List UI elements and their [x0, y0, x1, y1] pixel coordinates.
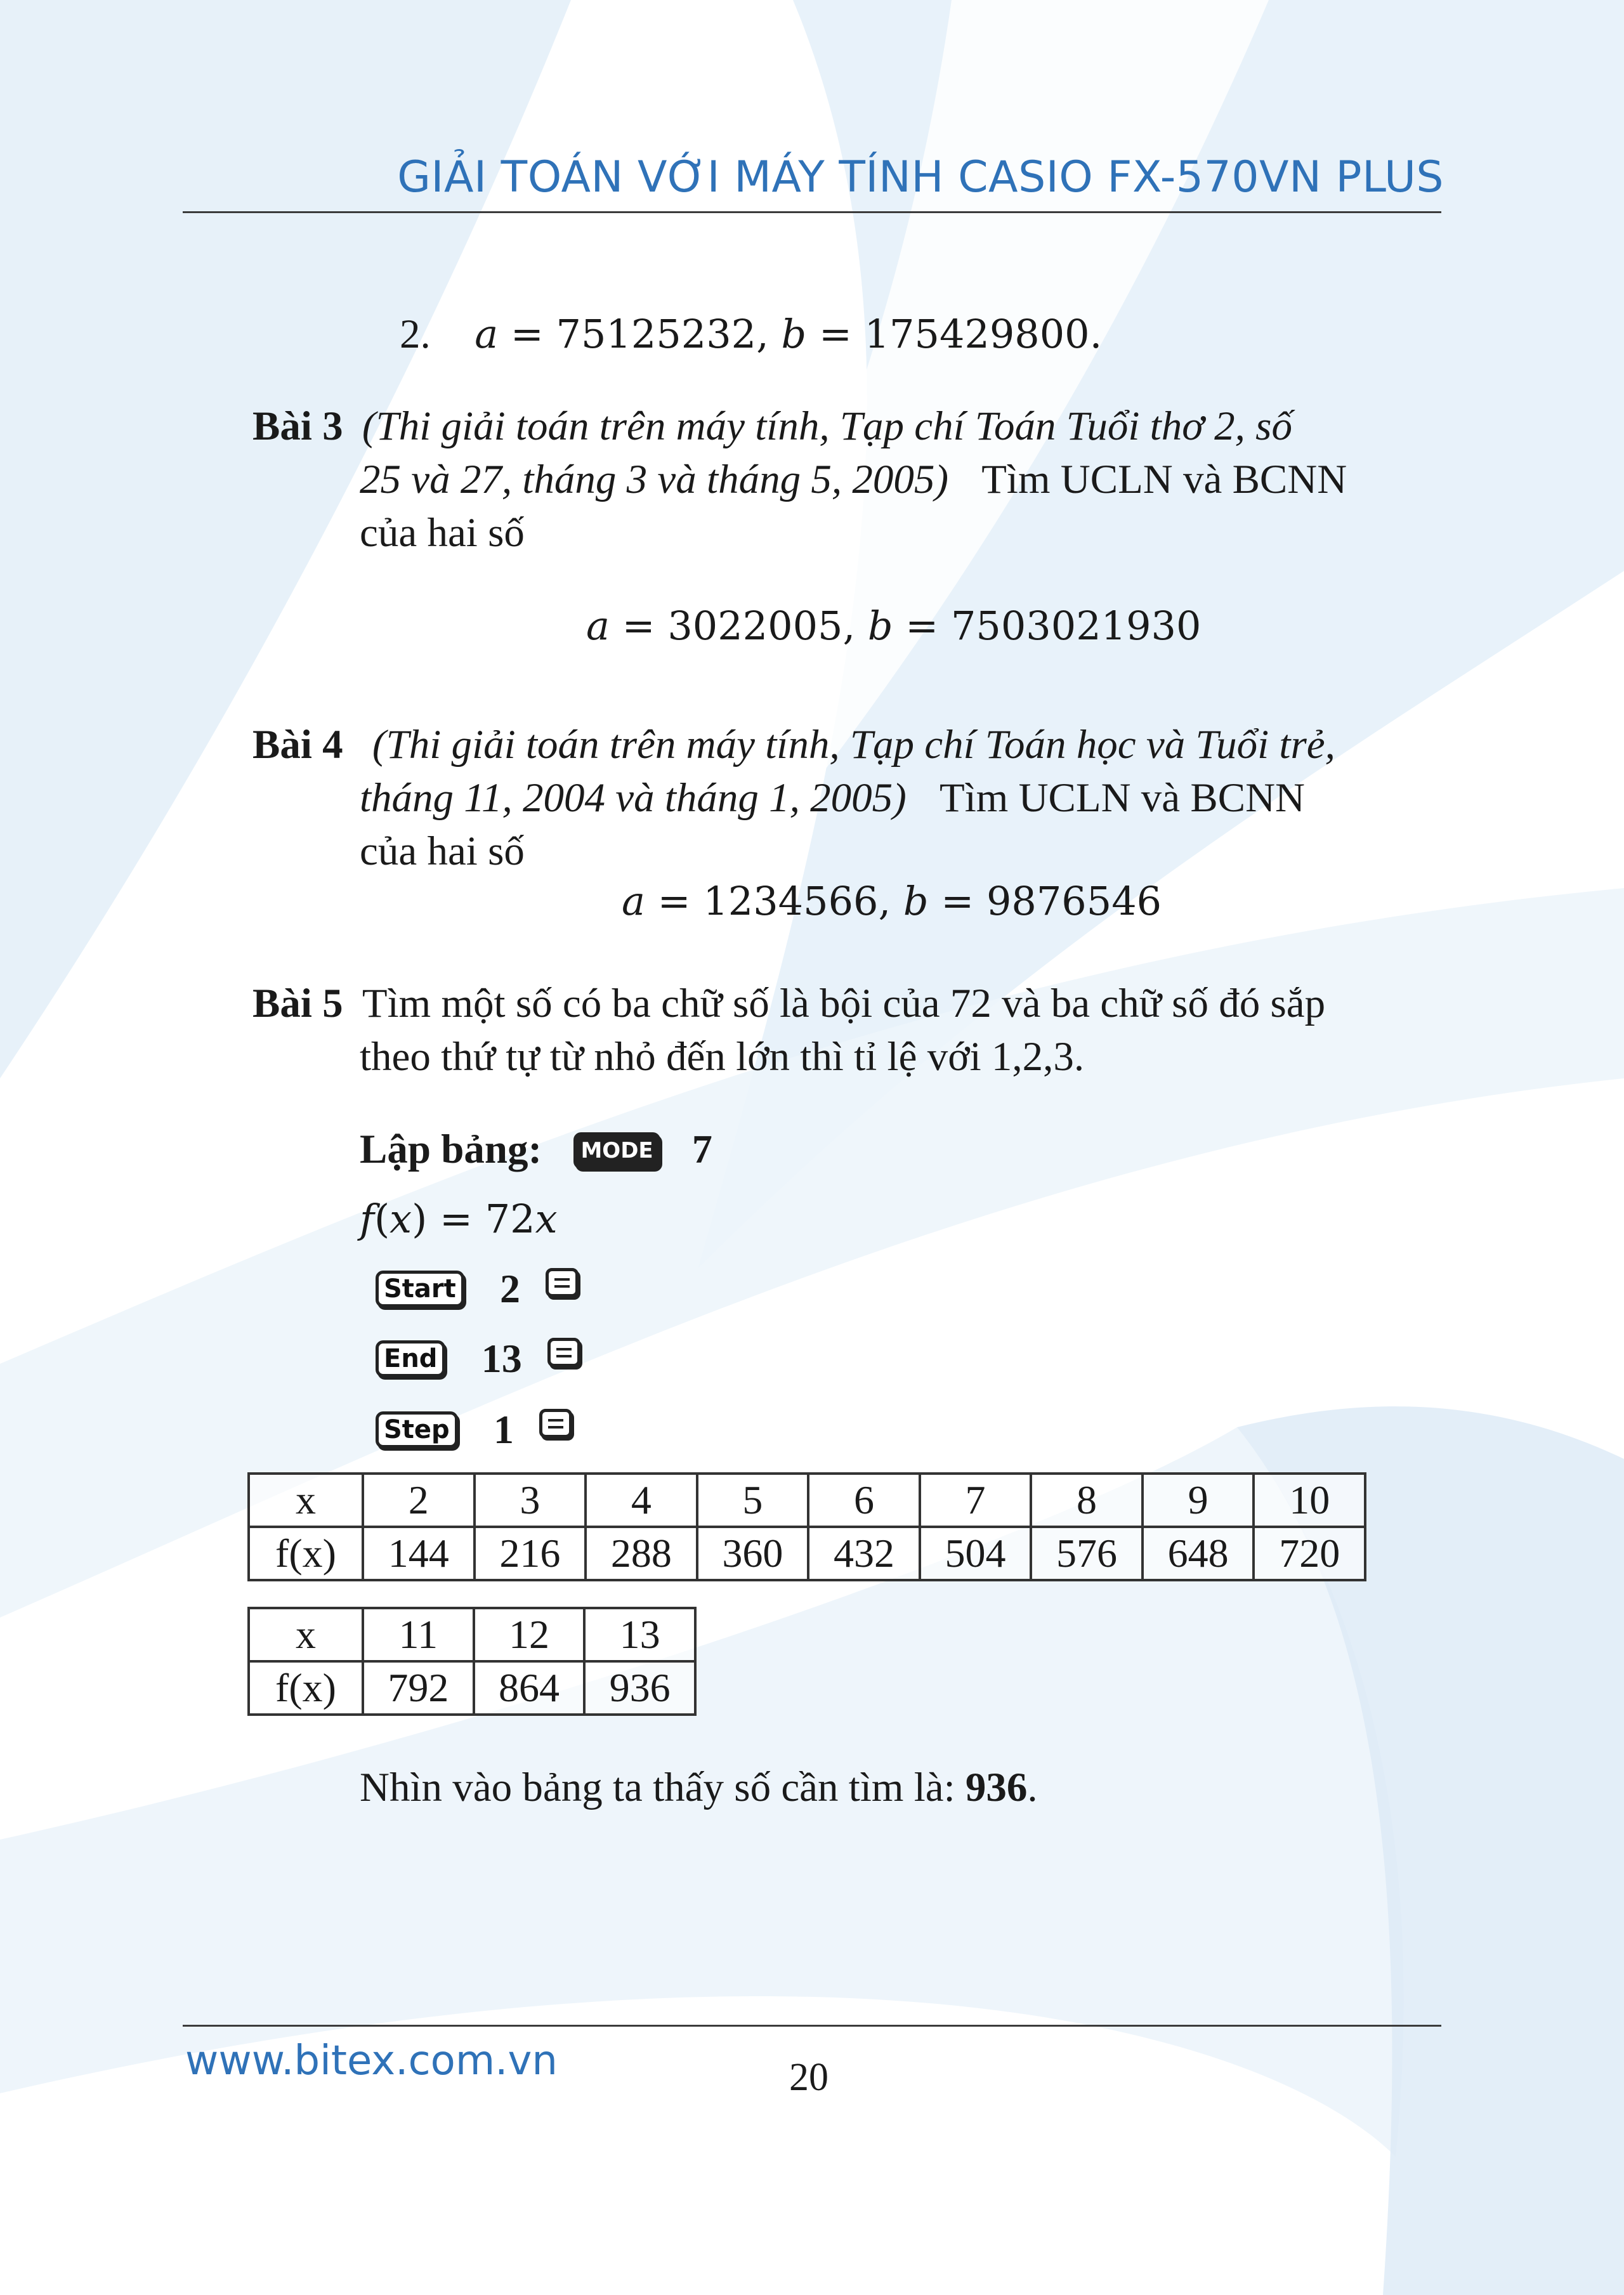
bai3-line2	[360, 453, 1347, 506]
equals-key-icon	[546, 1268, 579, 1297]
footer-website-link[interactable]: www.bitex.com.vn	[185, 2037, 558, 2084]
item-2-equation: 2. a = 75125232, b = 175429800.	[400, 311, 1103, 357]
conclusion-answer: 936	[965, 1765, 1028, 1810]
exercise-statement: Tìm một số có ba chữ số là bội của 72 và ba chữ số đó sắp	[362, 981, 1326, 1026]
table-header-cell: x	[249, 1608, 363, 1661]
value-b: 7503021930	[950, 603, 1202, 649]
exercise-label: Bài 5	[252, 981, 343, 1026]
table-cell: 5	[697, 1474, 809, 1527]
bai3-line1	[252, 400, 1292, 453]
values-table-1	[247, 1472, 1366, 1581]
exercise-task: Tìm UCLN và BCNN	[981, 457, 1347, 502]
table-cell: 432	[808, 1527, 920, 1580]
table-cell: 144	[363, 1527, 475, 1580]
table-cell: 360	[697, 1527, 809, 1580]
var-b: b	[781, 311, 807, 357]
table-cell: 4	[586, 1474, 697, 1527]
table-header-cell: x	[249, 1474, 363, 1527]
end-value: 13	[481, 1336, 522, 1381]
bai4-line1	[252, 718, 1335, 771]
table-cell: 3	[475, 1474, 586, 1527]
exercise-source: (Thi giải toán trên máy tính, Tạp chí Toán học và Tuổi trẻ,	[372, 722, 1335, 768]
func-arg: x	[390, 1196, 412, 1242]
exercise-source: (Thi giải toán trên máy tính, Tạp chí Toán Tuổi thơ 2, số	[362, 403, 1292, 449]
step-row	[376, 1403, 572, 1456]
exercise-label: Bài 3	[252, 403, 343, 449]
var-a: a	[586, 603, 610, 649]
equals-key-icon	[539, 1409, 572, 1438]
bai3-line3: của hai số	[360, 510, 525, 556]
exercise-label: Bài 4	[252, 722, 343, 768]
table-cell: 576	[1031, 1527, 1143, 1580]
table-row	[249, 1608, 695, 1661]
table-cell: 288	[586, 1527, 697, 1580]
table-cell: 12	[474, 1608, 585, 1661]
table-cell: 936	[584, 1661, 695, 1715]
mode-value: 7	[691, 1127, 712, 1172]
func-name: f	[360, 1196, 374, 1242]
bai5-line1	[252, 977, 1325, 1030]
conclusion: Nhìn vào bảng ta thấy số cần tìm là: 936.	[360, 1765, 1038, 1810]
table-header-cell: f(x)	[249, 1661, 363, 1715]
var-a: a	[622, 878, 645, 924]
table-cell: 11	[363, 1608, 474, 1661]
table-cell: 13	[584, 1608, 695, 1661]
conclusion-text: Nhìn vào bảng ta thấy số cần tìm là:	[360, 1765, 955, 1810]
table-cell: 792	[363, 1661, 474, 1715]
var-b: b	[903, 878, 929, 924]
table-cell: 504	[920, 1527, 1031, 1580]
bai4-line2	[360, 771, 1305, 825]
values-table-2	[247, 1607, 697, 1716]
bai5-line2: theo thứ tự từ nhỏ đến lớn thì tỉ lệ với 1,2,3.	[360, 1034, 1085, 1080]
table-cell: 9	[1143, 1474, 1254, 1527]
end-key-icon: End	[376, 1340, 445, 1377]
end-row	[376, 1332, 580, 1385]
exercise-source-cont: 25 và 27, tháng 3 và tháng 5, 2005)	[360, 457, 948, 502]
table-cell: 216	[475, 1527, 586, 1580]
exercise-source-cont: tháng 11, 2004 và tháng 1, 2005)	[360, 775, 907, 821]
page-number: 20	[789, 2056, 828, 2099]
mode-key-icon: MODE	[573, 1132, 660, 1169]
func-coef: 72	[485, 1196, 535, 1242]
table-cell: 2	[363, 1474, 475, 1527]
lap-bang-label: Lập bảng:	[360, 1127, 542, 1172]
bai4-line3: của hai số	[360, 828, 525, 874]
func-var: x	[535, 1196, 558, 1242]
equals-key-icon	[547, 1338, 580, 1367]
table-cell: 864	[474, 1661, 585, 1715]
step-value: 1	[493, 1407, 514, 1452]
step-key-icon: Step	[376, 1411, 458, 1448]
function-definition: f(x) = 72x	[360, 1196, 558, 1242]
running-header: GIẢI TOÁN VỚI MÁY TÍNH CASIO FX-570VN PLUS	[397, 152, 1444, 202]
var-a: a	[475, 311, 499, 357]
table-cell: 7	[920, 1474, 1031, 1527]
var-b: b	[867, 603, 893, 649]
header-rule	[183, 211, 1441, 213]
value-a: 75125232	[556, 311, 757, 357]
table-header-cell: f(x)	[249, 1527, 363, 1580]
table-cell: 6	[808, 1474, 920, 1527]
start-value: 2	[500, 1266, 521, 1311]
lap-bang-row	[360, 1123, 712, 1176]
footer-rule	[183, 2025, 1441, 2027]
start-key-icon: Start	[376, 1271, 464, 1307]
start-row	[376, 1262, 579, 1316]
value-b: 9876546	[986, 878, 1162, 924]
table-cell: 720	[1254, 1527, 1365, 1580]
table-cell: 10	[1254, 1474, 1365, 1527]
table-cell: 648	[1143, 1527, 1254, 1580]
value-a: 1234566	[703, 878, 879, 924]
table-row	[249, 1474, 1365, 1527]
value-a: 3022005	[667, 603, 843, 649]
bai3-equation: a = 3022005, b = 7503021930	[586, 603, 1202, 649]
exercise-task: Tìm UCLN và BCNN	[940, 775, 1306, 821]
table-row	[249, 1527, 1365, 1580]
table-cell: 8	[1031, 1474, 1143, 1527]
table-row	[249, 1661, 695, 1715]
bai4-equation: a = 1234566, b = 9876546	[622, 878, 1162, 924]
item-number: 2.	[400, 311, 431, 357]
value-b: 175429800	[864, 311, 1090, 357]
